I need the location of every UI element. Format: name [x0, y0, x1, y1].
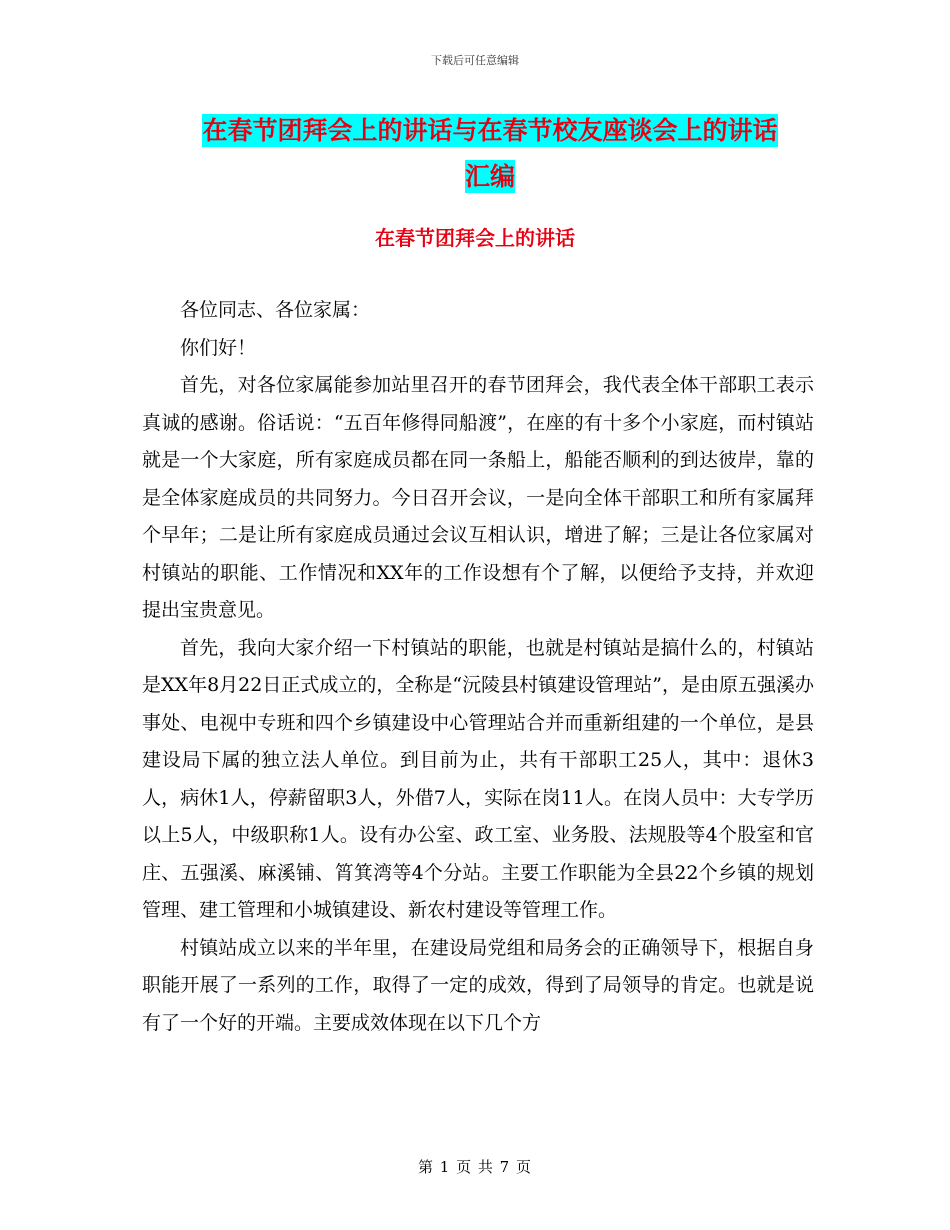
document-title-line-1: 在春节团拜会上的讲话与在春节校友座谈会上的讲话 — [202, 116, 778, 145]
document-title-line-2: 汇编 — [464, 162, 515, 191]
page-number: 第 1 页 共 7 页 — [418, 1158, 532, 1176]
document-title — [150, 108, 830, 200]
greeting: 你们好！ — [180, 336, 257, 359]
paragraph: 村镇站成立以来的半年里，在建设局党组和局务会的正确领导下，根据自身职能开展了一系列的工作，取得了一定的成效，得到了局领导的肯定。也就是说有了一个好的开端。主要成效体现在以下几个方 — [142, 936, 814, 1034]
header-note: 下载后可任意编辑 — [431, 54, 519, 67]
paragraph: 首先，对各位家属能参加站里召开的春节团拜会，我代表全体干部职工表示真诚的感谢。俗话说：“五百年修得同船渡”，在座的有十多个小家庭，而村镇站就是一个大家庭，所有家庭成员都在同一条船上，船能否顺利的到达彼岸，靠的是全体家庭成员的共同努力。今日召开会议，一是向全体干部职工和所有家属拜个早年；二是让所有家庭成员通过会议互相认识，增进了解；三是让各位家属对村镇站的职能、工作情况和XX年的工作设想有个了解，以便给予支持，并欢迎提出宝贵意见。 — [142, 374, 814, 621]
salutation: 各位同志、各位家属： — [180, 299, 371, 321]
section-title: 在春节团拜会上的讲话 — [375, 226, 575, 250]
document-body — [142, 292, 814, 1042]
paragraph: 首先，我向大家介绍一下村镇站的职能，也就是村镇站是搞什么的，村镇站是XX年8月22日正式成立的，全称是“沅陵县村镇建设管理站”，是由原五强溪办事处、电视中专班和四个乡镇建设中心管理站合并而重新组建的一个单位，是县建设局下属的独立法人单位。到目前为止，共有干部职工25人，其中：退休3人，病休1人，停薪留职3人，外借7人，实际在岗11人。在岗人员中：大专学历以上5人，中级职称1人。设有办公室、政工室、业务股、法规股等4个股室和官庄、五强溪、麻溪铺、筲箕湾等4个分站。主要工作职能为全县22个乡镇的规划管理、建工管理和小城镇建设、新农村建设等管理工作。 — [142, 636, 814, 921]
